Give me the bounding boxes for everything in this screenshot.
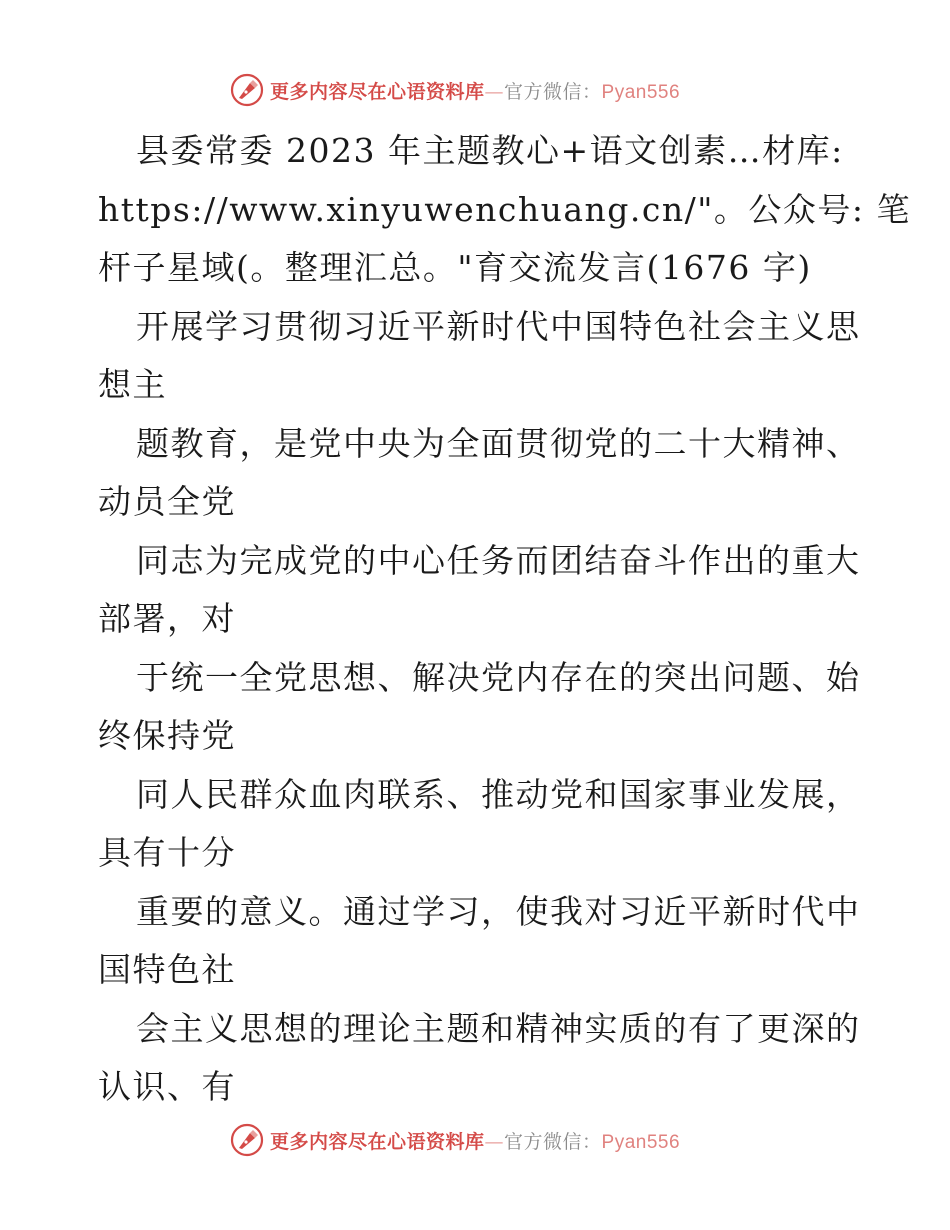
watermark-text [270,77,680,104]
watermark-banner-bottom [230,1120,750,1160]
watermark-brand: 更多内容尽在心语资料库 [270,1130,485,1153]
document-line: 部署，对 [98,599,236,638]
document-line: 国特色社 [98,950,236,989]
document-line: 开展学习贯彻习近平新时代中国特色社会主义思 [136,306,861,346]
watermark-banner-top [230,70,750,110]
watermark-colon: ： [582,1130,602,1153]
watermark-separator: — [484,1130,505,1153]
document-line: 想主 [98,365,167,404]
document-line: 同人民群众血肉联系、推动党和国家事业发展， [136,774,861,814]
document-line: 重要的意义。通过学习，使我对习近平新时代中 [136,891,861,931]
document-body [98,122,912,1117]
document-line: 会主义思想的理论主题和精神实质的有了更深的 [136,1008,861,1048]
document-line: 于统一全党思想、解决党内存在的突出问题、始 [136,657,861,697]
watermark-wechat-id: Pyan556 [601,81,681,103]
watermark-colon: ： [582,80,602,103]
document-line: 题教育，是党中央为全面贯彻党的二十大精神、 [136,423,861,463]
document-line: 动员全党 [98,482,236,521]
pen-nib-logo-icon [230,1123,264,1157]
watermark-wechat-id: Pyan556 [601,1131,681,1153]
document-line: https://www.xinyuwenchuang.cn/"。公众号: 笔 [98,189,912,229]
pen-nib-logo-icon [230,73,264,107]
document-line: 认识、有 [98,1067,236,1106]
watermark-official: 官方微信 [504,80,583,103]
watermark-text [270,1127,680,1154]
watermark-separator: — [484,80,505,103]
watermark-brand: 更多内容尽在心语资料库 [270,80,485,103]
document-line: 同志为完成党的中心任务而团结奋斗作出的重大 [136,540,861,580]
watermark-official: 官方微信 [504,1130,583,1153]
document-line: 县委常委 2023 年主题教心+语文创素…材库: [136,131,844,170]
document-line: 杆子星域(。整理汇总。"育交流发言(1676 字) [98,248,812,287]
document-line: 终保持党 [98,716,236,755]
document-line: 具有十分 [98,833,236,872]
